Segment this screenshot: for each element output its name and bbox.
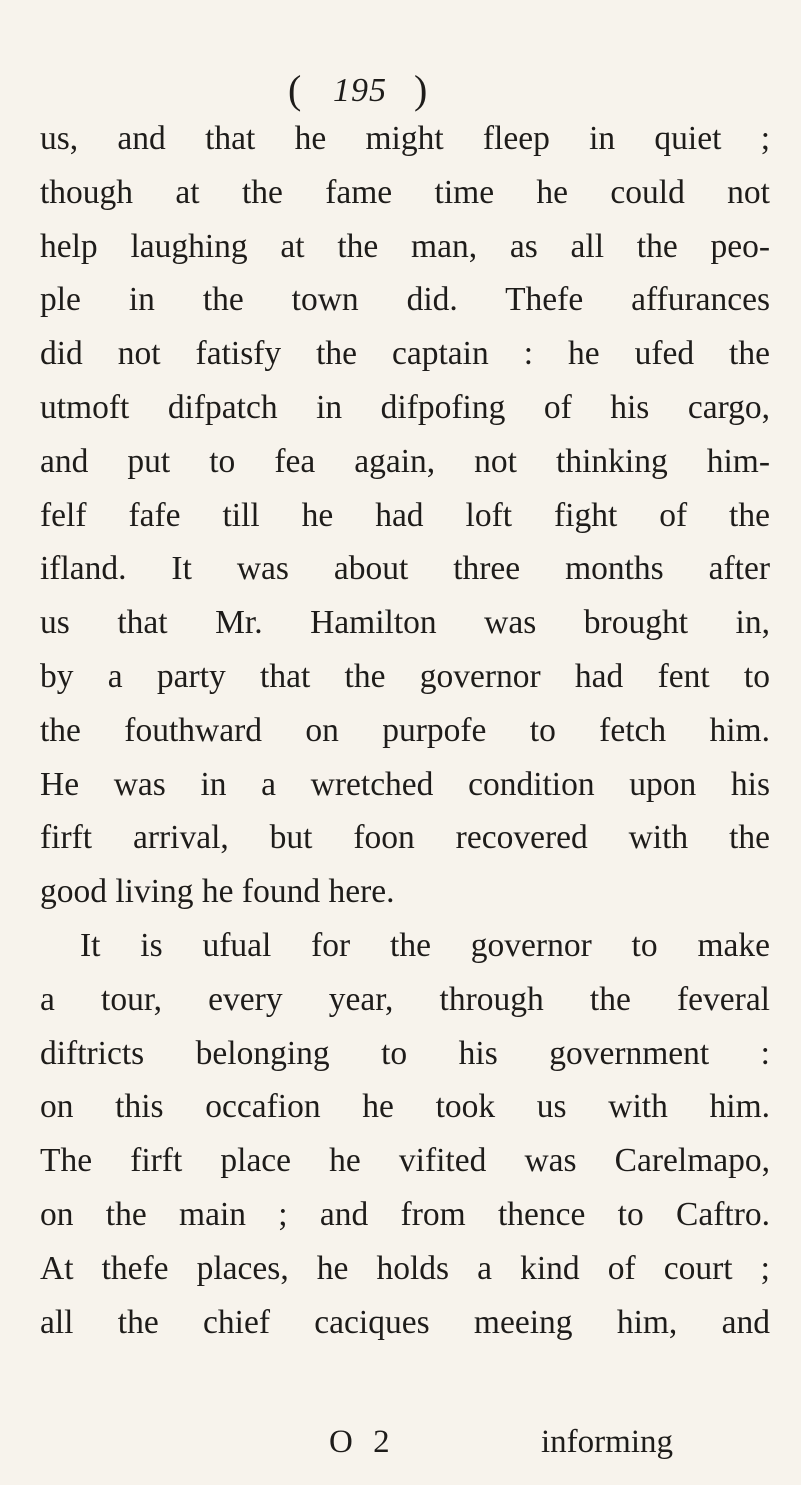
- text-line: on the main ; and from thence to Caftro.: [40, 1195, 770, 1233]
- text-line: and put to fea again, not thinking him-: [40, 442, 770, 480]
- text-line: felf fafe till he had loft fight of the: [40, 496, 770, 534]
- text-line: ple in the town did. Thefe affurances: [40, 281, 770, 319]
- page-number: 195: [333, 72, 387, 109]
- text-line: firft arrival, but foon recovered with the: [40, 819, 770, 857]
- text-line: all the chief caciques meeing him, and: [40, 1303, 770, 1341]
- text-line: on this occafion he took us with him.: [40, 1088, 770, 1126]
- text-line: diftricts belonging to his government :: [40, 1034, 770, 1072]
- text-line: a tour, every year, through the feveral: [40, 980, 770, 1018]
- page-header: [0, 66, 801, 116]
- header-paren-open: (: [288, 67, 302, 112]
- text-line: though at the fame time he could not: [40, 173, 770, 211]
- text-line: us, and that he might fleep in quiet ;: [40, 120, 770, 157]
- text-line: At thefe places, he holds a kind of court ;: [40, 1249, 770, 1287]
- text-line: The firft place he vifited was Carelmapo,: [40, 1142, 770, 1180]
- signature-mark: O 2: [329, 1424, 396, 1460]
- text-line: ifland. It was about three months after: [40, 550, 770, 588]
- text-line: good living he found here.: [40, 873, 395, 911]
- text-line: the fouthward on purpofe to fetch him.: [40, 711, 770, 749]
- text-line: help laughing at the man, as all the peo-: [40, 227, 770, 265]
- text-line: did not fatisfy the captain : he ufed the: [40, 335, 770, 373]
- page-footer: [0, 1424, 801, 1474]
- text-line: It is ufual for the governor to make: [80, 926, 770, 964]
- header-paren-close: ): [414, 67, 428, 112]
- text-line: utmoft difpatch in difpofing of his cargo,: [40, 388, 770, 426]
- text-line: He was in a wretched condition upon his: [40, 765, 770, 803]
- body-text: [40, 112, 770, 1349]
- text-line: by a party that the governor had fent to: [40, 657, 770, 695]
- text-line: us that Mr. Hamilton was brought in,: [40, 604, 770, 642]
- catchword: informing: [541, 1424, 673, 1460]
